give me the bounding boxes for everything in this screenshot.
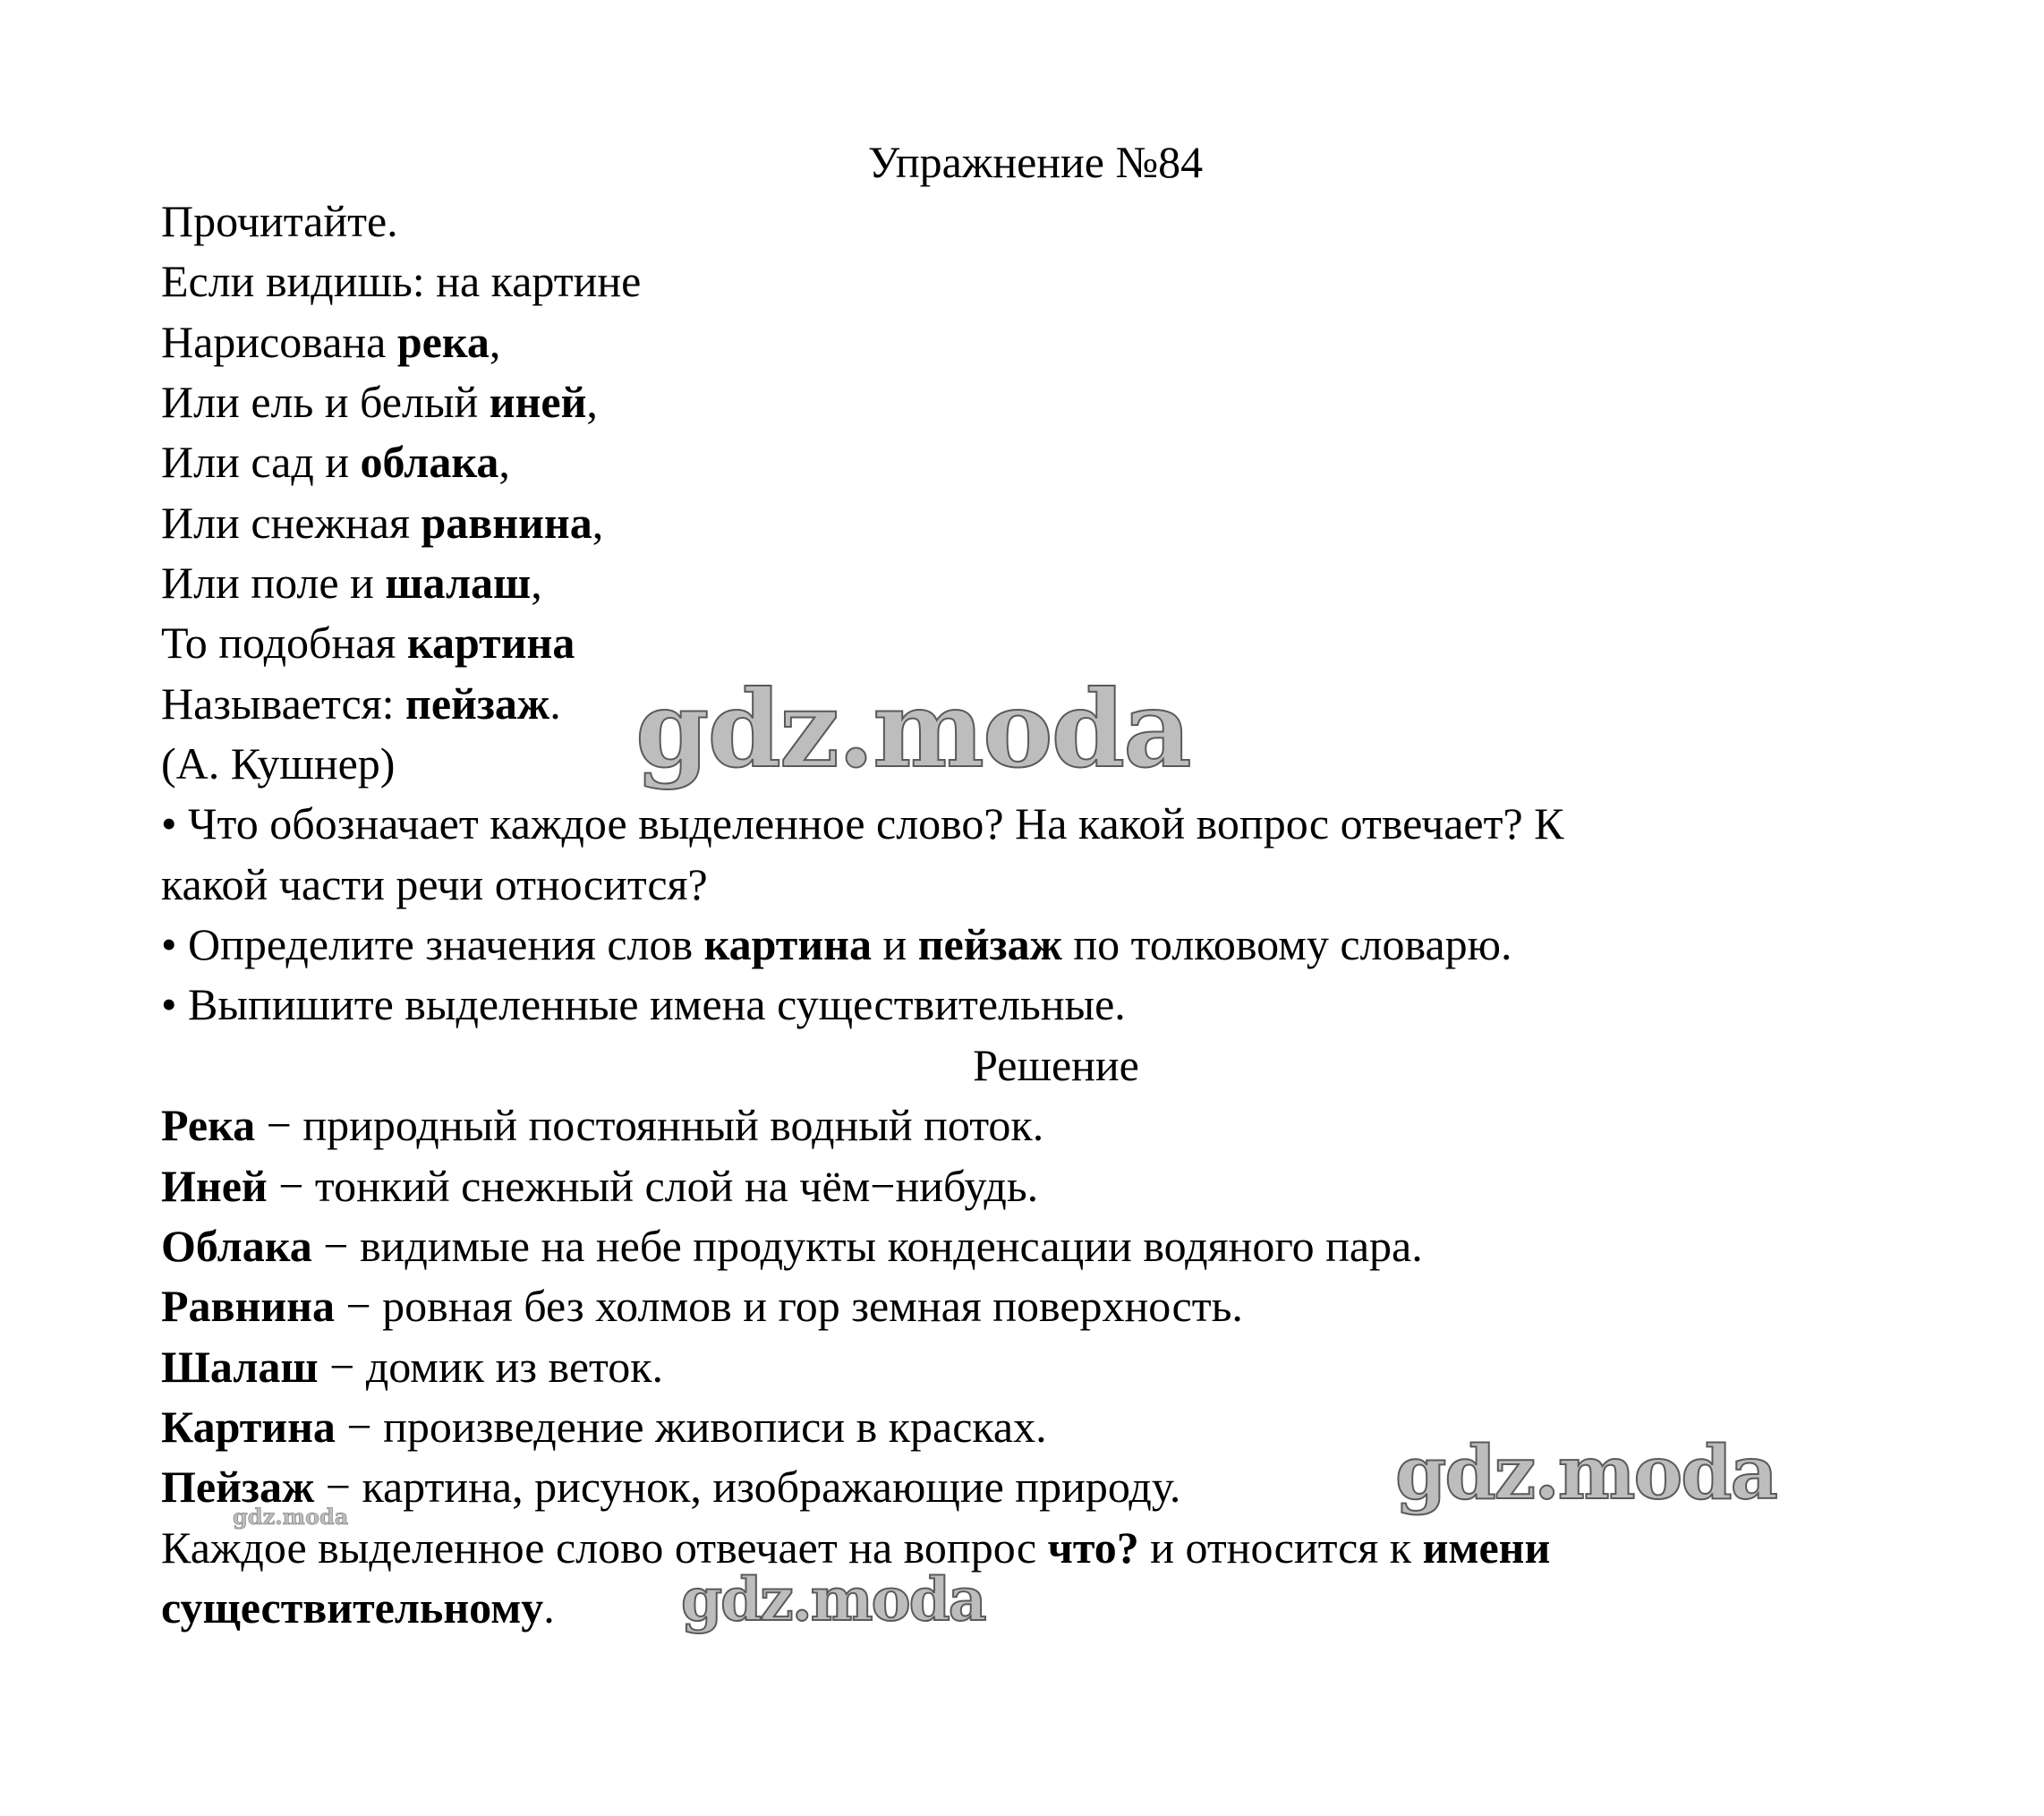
text-run: , [498, 437, 510, 488]
text-line [161, 915, 1906, 975]
text-line [161, 855, 1906, 915]
text-line [161, 493, 1906, 553]
text-run: Нарисована [161, 316, 397, 367]
text-run: . [543, 1582, 555, 1633]
text-line [161, 613, 1906, 673]
bold-word: шалаш [385, 558, 532, 609]
text-line [161, 1036, 1951, 1096]
text-run: какой части речи относится? [161, 858, 708, 909]
text-run: − видимые на небе продукты конденсации водяного пара. [311, 1220, 1423, 1271]
text-line [161, 312, 1906, 372]
text-run: • Определите значения слов [161, 919, 704, 970]
text-line [161, 1578, 1906, 1638]
text-run: − домик из веток. [318, 1341, 664, 1392]
watermark-logo: gdz.moda [681, 1564, 985, 1634]
bold-word: картина [703, 919, 872, 970]
text-run: Или поле и [161, 558, 386, 609]
text-run: и [871, 919, 918, 970]
text-run: , [592, 497, 604, 548]
bold-word: что? [1047, 1522, 1139, 1573]
bold-word: Пейзаж [161, 1462, 315, 1513]
bold-word: существительному [161, 1582, 544, 1633]
text-run: по толковому словарю. [1061, 919, 1512, 970]
text-run: , [489, 316, 501, 367]
text-run: . [549, 678, 561, 729]
bold-word: равнина [421, 497, 592, 548]
text-line [161, 432, 1906, 492]
bold-word: Шалаш [161, 1341, 319, 1392]
bold-word: Облака [161, 1220, 312, 1271]
bold-word: имени [1422, 1522, 1551, 1573]
text-run: Прочитайте. [161, 196, 398, 246]
text-run: − ровная без холмов и гор земная поверхность. [334, 1281, 1243, 1332]
text-run: Или снежная [161, 497, 422, 548]
text-run: Или сад и [161, 437, 361, 488]
exercise-body [161, 192, 1906, 1638]
bold-word: облака [360, 437, 499, 488]
text-line [161, 553, 1906, 613]
text-line [161, 1276, 1906, 1336]
bold-word: Картина [161, 1401, 336, 1452]
text-run: , [531, 558, 542, 609]
text-line [161, 1096, 1906, 1155]
text-line [161, 1156, 1906, 1216]
text-line [161, 252, 1906, 311]
text-line [161, 975, 1906, 1035]
text-run: , [586, 377, 598, 428]
watermark-logo: gdz.moda [1395, 1430, 1776, 1516]
solution-heading: Решение [973, 1039, 1139, 1090]
bold-word: река [396, 316, 490, 367]
text-run: Или ель и белый [161, 377, 490, 428]
text-run: Каждое выделенное слово отвечает на вопрос [161, 1522, 1048, 1573]
text-run: − тонкий снежный слой на чём−нибудь. [267, 1160, 1039, 1211]
text-run: (А. Кушнер) [161, 738, 396, 789]
watermark-logo-small: gdz.moda [233, 1504, 349, 1530]
watermark-logo: gdz.moda [635, 667, 1190, 791]
text-line [161, 1216, 1906, 1276]
bold-word: пейзаж [917, 919, 1062, 970]
text-run: и относится к [1138, 1522, 1423, 1573]
text-line [161, 372, 1906, 432]
text-run: Если видишь: на картине [161, 256, 642, 307]
text-line [161, 1337, 1906, 1397]
text-run: − природный постоянный водный поток. [255, 1100, 1044, 1151]
exercise-title: Упражнение №84 [867, 137, 1204, 187]
text-line [161, 192, 1906, 252]
text-line [161, 1518, 1906, 1578]
text-run: • Что обозначает каждое выделенное слово? На какой вопрос отвечает? К [161, 798, 1564, 849]
text-run: − произведение живописи в красках. [335, 1401, 1047, 1452]
bold-word: Река [161, 1100, 256, 1151]
bold-word: Равнина [161, 1281, 335, 1332]
text-line [161, 794, 1906, 854]
bold-word: пейзаж [405, 678, 550, 729]
bold-word: Иней [161, 1160, 268, 1211]
bold-word: иней [489, 377, 587, 428]
text-run: То подобная [161, 618, 407, 669]
text-run: • Выпишите выделенные имена существительные. [161, 979, 1126, 1030]
text-run: − картина, рисунок, изображающие природу. [314, 1462, 1181, 1513]
bold-word: картина [406, 618, 575, 669]
text-run: Называется: [161, 678, 406, 729]
